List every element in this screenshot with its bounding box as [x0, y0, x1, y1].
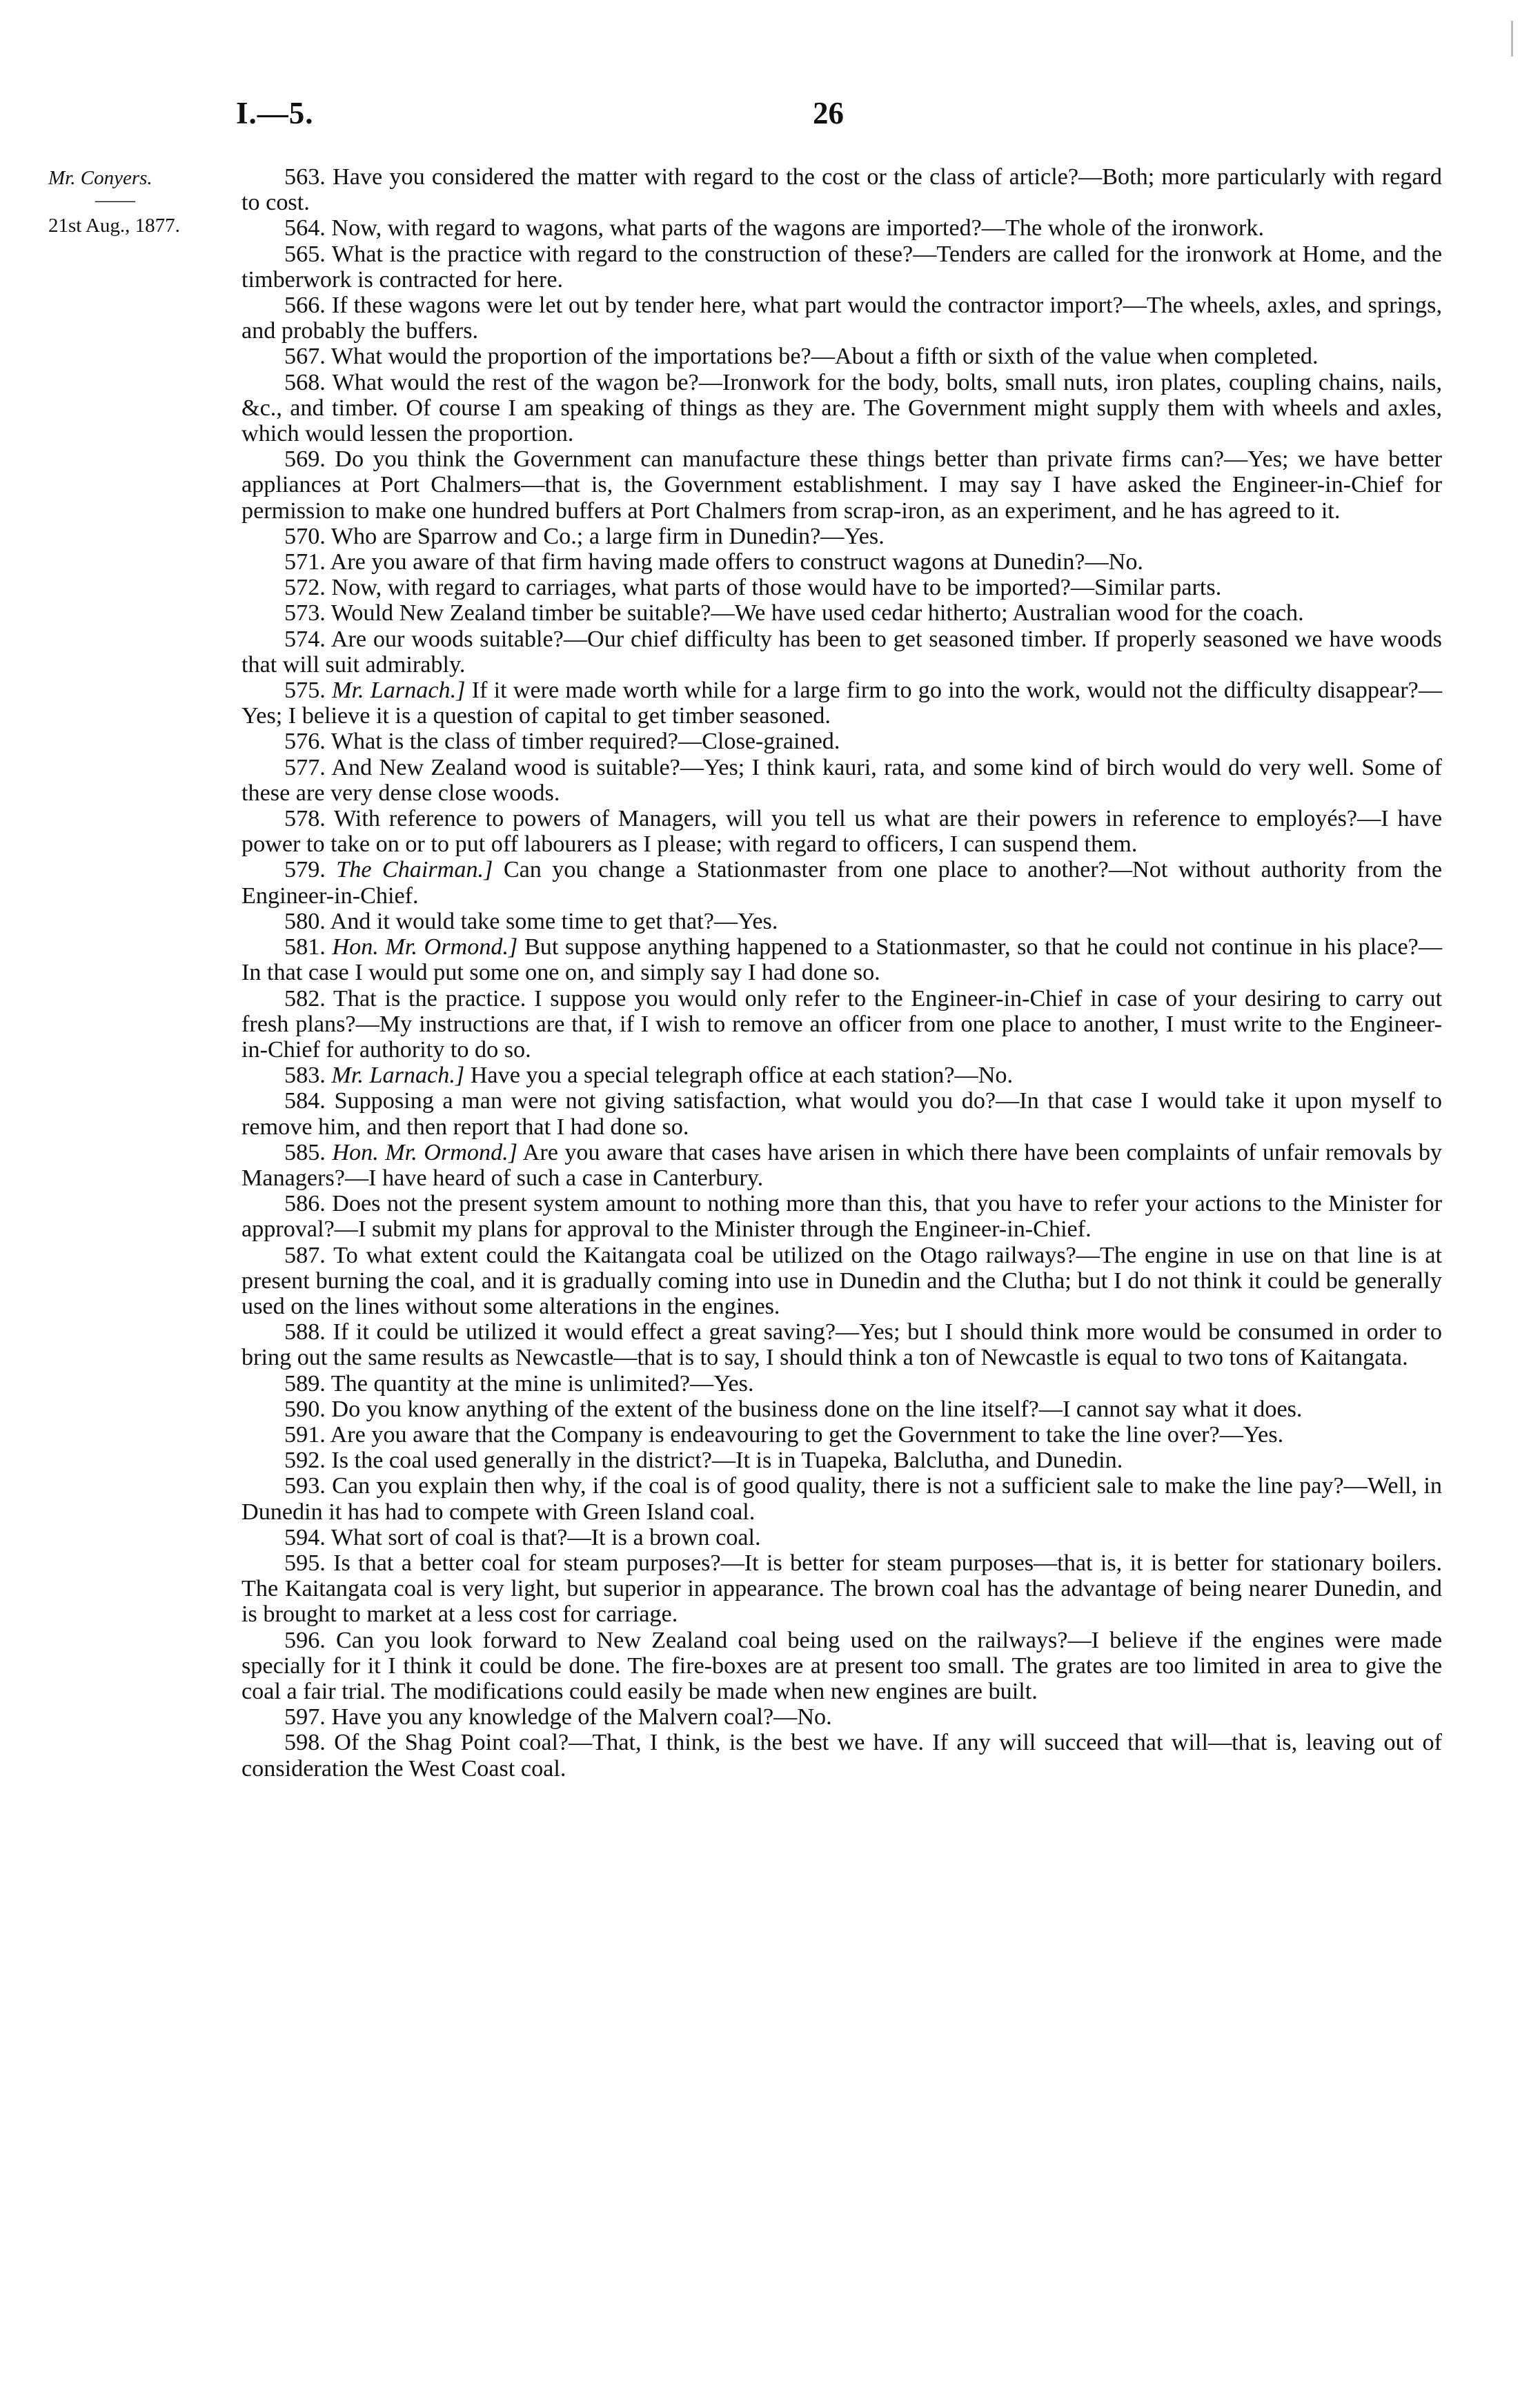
question-text: Do you think the Government can manufacture these things better than private firms can?—Yes; we have better appliances at Port Chalmers—that is, the Government establishment. I may say I have asked the Engineer-in-Chief for permission to make one hundred buffers at Port Chalmers from scrap-iron, as an experiment, and he has agreed to it. — [241, 446, 1443, 524]
margin-notes — [48, 166, 228, 239]
question-paragraph — [241, 986, 1442, 1063]
question-text: Now, with regard to wagons, what parts of the wagons are imported?—The whole of the ironwork. — [331, 215, 1264, 241]
question-text: What would the rest of the wagon be?—Ironwork for the body, bolts, small nuts, iron plates, coupling chains, nails, &c., and timber. Of course I am speaking of things as they are. The Government might supply them with wheels and axles, which would lessen the proportion. — [241, 369, 1443, 447]
question-number: 598. — [284, 1730, 326, 1756]
question-number: 566. — [284, 293, 326, 319]
question-text: Are you aware that cases have arisen in which there have been complaints of unfair removals by Managers?—I have heard of such a case in Canterbury. — [241, 1139, 1443, 1191]
question-paragraph — [241, 729, 1442, 754]
question-text: Can you look forward to New Zealand coal being used on the railways?—I believe if the engines were made specially for it I think it could be done. The fire-boxes are at present too small. The grates are too limited in area to give the coal a fair trial. The modifications could easily be made when new engines are built. — [241, 1627, 1442, 1704]
question-text: If it were made worth while for a large firm to go into the work, would not the difficulty disappear?—Yes; I believe it is a question of capital to get timber seasoned. — [241, 678, 1443, 729]
question-number: 596. — [284, 1627, 326, 1653]
question-text: Can you explain then why, if the coal is of good quality, there is not a sufficient sale to make the line pay?—Well, in Dunedin it has had to compete with Green Island coal. — [241, 1473, 1442, 1525]
question-paragraph — [241, 1704, 1442, 1730]
question-text: What would the proportion of the importations be?—About a fifth or sixth of the value when completed. — [330, 344, 1319, 370]
margin-dash: —— — [95, 189, 135, 211]
question-number: 568. — [284, 369, 326, 395]
question-text: Supposing a man were not giving satisfaction, what would you do?—In that case I would take it upon myself to remove him, and then report that I had done so. — [241, 1088, 1443, 1140]
testimony-body — [241, 164, 1442, 1782]
question-text: Would New Zealand timber be suitable?—We have used cedar hitherto; Australian wood for the coach. — [330, 600, 1304, 626]
question-text: Have you considered the matter with regard to the cost or the class of article?—Both; more particularly with regard to cost. — [241, 164, 1442, 216]
question-paragraph — [241, 1473, 1442, 1524]
question-number: 574. — [284, 626, 326, 652]
question-paragraph — [241, 575, 1442, 600]
question-number: 585. — [284, 1139, 326, 1165]
speaker-name: Hon. Mr. Ormond.] — [332, 934, 518, 960]
question-text: And it would take some time to get that?—Yes. — [330, 908, 778, 934]
question-text: With reference to powers of Managers, will you tell us what are their powers in reference to employés?—I have power to take on or to put off labourers as I please; with regard to officers, I can suspend them. — [241, 806, 1442, 858]
question-text: The quantity at the mine is unlimited?—Yes. — [330, 1370, 754, 1397]
question-text: That is the practice. I suppose you would only refer to the Engineer-in-Chief in case of your desiring to carry out fresh plans?—My instructions are that, if I wish to remove an officer from one place to another, I must write to the Engineer-in-Chief for authority to do so. — [241, 985, 1442, 1063]
question-paragraph — [241, 1730, 1442, 1781]
question-number: 578. — [284, 806, 326, 832]
question-paragraph — [241, 1140, 1442, 1191]
question-text: If it could be utilized it would effect a great saving?—Yes; but I should think more would be consumed in order to bring out the same results as Newcastle—that is to say, I should think a ton of Newcastle is equal to two tons of Kaitangata. — [241, 1319, 1442, 1371]
question-paragraph — [241, 1525, 1442, 1550]
question-paragraph — [241, 1243, 1442, 1320]
question-paragraph — [241, 1088, 1442, 1139]
question-number: 582. — [284, 985, 326, 1012]
question-number: 581. — [284, 934, 326, 960]
question-paragraph — [241, 1319, 1442, 1370]
question-paragraph — [241, 1063, 1442, 1088]
question-text: Are our woods suitable?—Our chief difficulty has been to get seasoned timber. If properly seasoned we have woods that will suit admirably. — [241, 626, 1442, 678]
question-number: 589. — [284, 1370, 326, 1397]
question-number: 572. — [284, 575, 326, 601]
speaker-name: Mr. Larnach.] — [332, 678, 466, 704]
question-number: 576. — [284, 729, 326, 755]
question-paragraph — [241, 755, 1442, 806]
speaker-name: Mr. Larnach.] — [331, 1063, 465, 1089]
question-paragraph — [241, 370, 1442, 447]
question-number: 594. — [284, 1524, 326, 1550]
question-paragraph — [241, 626, 1442, 678]
question-paragraph — [241, 446, 1442, 524]
question-number: 569. — [284, 446, 326, 473]
question-text: Can you change a Stationmaster from one place to another?—Not without authority from the Engineer-in-Chief. — [241, 857, 1442, 909]
question-text: But suppose anything happened to a Stationmaster, so that he could not continue in his place?—In that case I would put some one on, and simply say I had done so. — [241, 934, 1443, 986]
question-number: 573. — [284, 600, 326, 626]
question-text: Have you a special telegraph office at each station?—No. — [470, 1063, 1014, 1089]
question-paragraph — [241, 1628, 1442, 1705]
question-paragraph — [241, 1550, 1442, 1628]
scan-edge-mark — [1511, 21, 1513, 57]
question-paragraph — [241, 909, 1442, 934]
question-number: 590. — [284, 1396, 326, 1422]
question-paragraph — [241, 344, 1442, 369]
question-number: 570. — [284, 523, 326, 549]
question-text: What is the practice with regard to the construction of these?—Tenders are called for the ironwork at Home, and the timberwork is contracted for here. — [241, 241, 1442, 293]
question-text: Now, with regard to carriages, what parts of those would have to be imported?—Similar parts. — [331, 575, 1222, 601]
question-paragraph — [241, 241, 1442, 293]
question-paragraph — [241, 1397, 1442, 1422]
question-number: 575. — [284, 678, 326, 704]
question-paragraph — [241, 857, 1442, 908]
question-paragraph — [241, 934, 1442, 985]
question-text: Of the Shag Point coal?—That, I think, is the best we have. If any will succeed that will—that is, leaving out of consideration the West Coast coal. — [241, 1730, 1443, 1782]
question-number: 567. — [284, 344, 326, 370]
question-text: Are you aware that the Company is endeavouring to get the Government to take the line over?—Yes. — [330, 1421, 1284, 1448]
question-text: To what extent could the Kaitangata coal be utilized on the Otago railways?—The engine in use on that line is at present burning the coal, and it is gradually coming into use in Dunedin and the Clutha; but I do not think it could be generally used on the lines without some alterations in the engines. — [241, 1242, 1442, 1319]
question-number: 580. — [284, 908, 326, 934]
question-number: 564. — [284, 215, 326, 241]
speaker-name: Hon. Mr. Ormond.] — [332, 1139, 518, 1165]
question-text: Do you know anything of the extent of the business done on the line itself?—I cannot say what it does. — [331, 1396, 1303, 1422]
question-number: 595. — [284, 1550, 326, 1576]
question-text: Who are Sparrow and Co.; a large firm in Dunedin?—Yes. — [330, 523, 885, 549]
question-number: 577. — [284, 754, 326, 780]
question-paragraph — [241, 215, 1442, 241]
question-paragraph — [241, 1448, 1442, 1473]
question-text: Is that a better coal for steam purposes?—It is better for steam purposes—that is, it is better for stationary boilers. The Kaitangata coal is very light, but superior in appearance. The brown coal has the advantage of being nearer Dunedin, and is brought to market at a less cost for carriage. — [241, 1550, 1442, 1628]
question-number: 571. — [284, 549, 326, 575]
speaker-name: The Chairman.] — [336, 857, 493, 883]
question-text: What is the class of timber required?—Close-grained. — [330, 729, 840, 755]
question-text: If these wagons were let out by tender here, what part would the contractor import?—The wheels, axles, and springs, and probably the buffers. — [241, 293, 1443, 344]
question-number: 587. — [284, 1242, 326, 1268]
question-paragraph — [241, 1371, 1442, 1397]
question-number: 583. — [284, 1063, 326, 1089]
question-number: 597. — [284, 1704, 326, 1730]
question-paragraph — [241, 678, 1442, 729]
question-number: 586. — [284, 1191, 326, 1217]
question-paragraph — [241, 806, 1442, 857]
question-paragraph — [241, 293, 1442, 344]
question-text: Is the coal used generally in the district?—It is in Tuapeka, Balclutha, and Dunedin. — [331, 1448, 1123, 1474]
question-paragraph — [241, 164, 1442, 215]
question-text: Have you any knowledge of the Malvern coal?—No. — [331, 1704, 832, 1730]
question-text: What sort of coal is that?—It is a brown coal. — [330, 1524, 761, 1550]
question-paragraph — [241, 600, 1442, 626]
page-number: 26 — [813, 96, 844, 130]
question-number: 588. — [284, 1319, 326, 1345]
question-paragraph — [241, 524, 1442, 549]
question-text: Are you aware of that firm having made offers to construct wagons at Dunedin?—No. — [330, 549, 1143, 575]
question-number: 563. — [284, 164, 326, 190]
question-number: 579. — [284, 857, 326, 883]
question-number: 565. — [284, 241, 326, 267]
question-number: 593. — [284, 1473, 326, 1499]
question-text: And New Zealand wood is suitable?—Yes; I think kauri, rata, and some kind of birch would do very well. Some of these are very dense close woods. — [241, 754, 1442, 806]
question-paragraph — [241, 1191, 1442, 1242]
question-number: 592. — [284, 1448, 326, 1474]
hearing-date: 21st Aug., 1877. — [48, 215, 180, 237]
document-reference: I.—5. — [236, 96, 314, 130]
question-text: Does not the present system amount to nothing more than this, that you have to refer your actions to the Minister for approval?—I submit my plans for approval to the Minister through the Engineer-in-Chief. — [241, 1191, 1443, 1243]
witness-name: Mr. Conyers. — [48, 167, 152, 189]
question-number: 584. — [284, 1088, 326, 1114]
question-paragraph — [241, 1422, 1442, 1448]
question-paragraph — [241, 549, 1442, 575]
question-number: 591. — [284, 1421, 326, 1448]
